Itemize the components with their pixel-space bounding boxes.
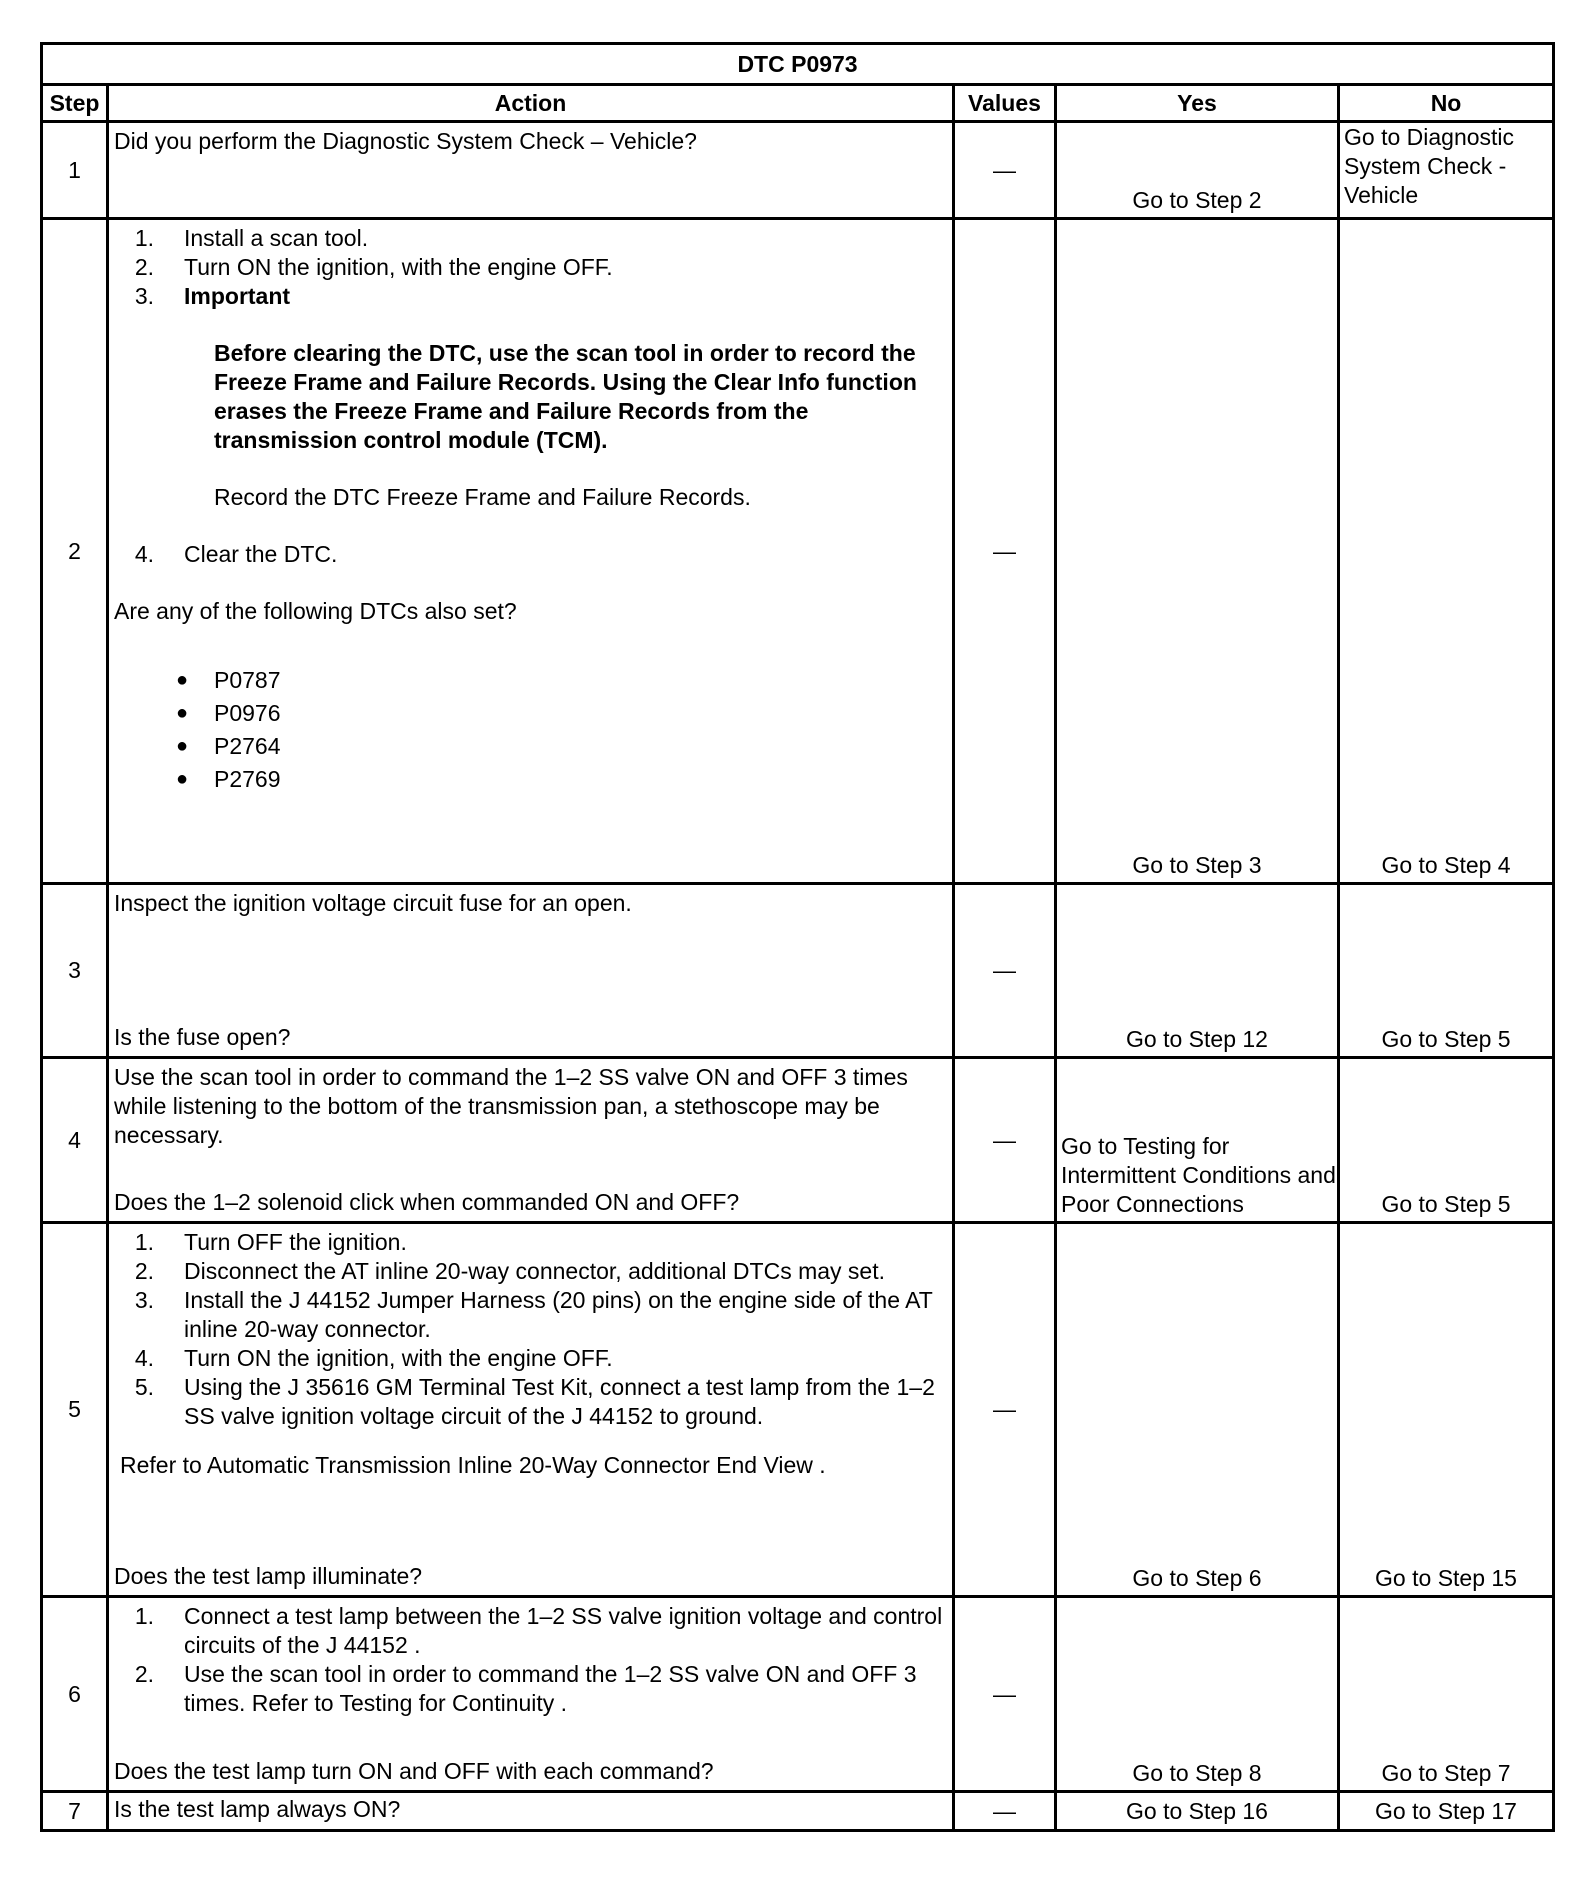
question-text: Does the test lamp turn ON and OFF with each command? [114, 1758, 714, 1784]
table-title: DTC P0973 [42, 44, 1554, 85]
question-text: Does the 1–2 solenoid click when commanded ON and OFF? [114, 1189, 740, 1215]
action-cell [108, 1792, 954, 1831]
list-item: 2. Turn ON the ignition, with the engine OFF. [134, 254, 613, 280]
yes-cell: Go to Step 12 [1056, 884, 1339, 1058]
list-item: ● P2764 [176, 733, 281, 759]
list-item: 1. Install a scan tool. [134, 225, 369, 251]
header-action: Action [108, 85, 954, 122]
no-cell: Go to Step 5 [1339, 1058, 1554, 1223]
header-step: Step [42, 85, 108, 122]
header-yes: Yes [1056, 85, 1339, 122]
table-row [42, 219, 1554, 884]
table-row [42, 884, 1554, 1058]
action-cell [108, 884, 954, 1058]
yes-cell: Go to Step 16 [1056, 1792, 1339, 1831]
list-item: ● P2769 [176, 766, 281, 792]
reference-text: Refer to Automatic Transmission Inline 20-Way Connector End View . [120, 1452, 826, 1478]
list-item: 3. Install the J 44152 Jumper Harness (20 pins) on the engine side of the AT inline 20-way connector. [134, 1287, 933, 1342]
step-number: 7 [42, 1792, 108, 1831]
yes-cell: Go to Step 3 [1056, 219, 1339, 884]
dtc-list [114, 664, 948, 796]
action-cell [108, 122, 954, 219]
yes-cell: Go to Step 8 [1056, 1597, 1339, 1792]
values-cell: — [954, 219, 1056, 884]
procedure-list [114, 1228, 948, 1431]
values-cell: — [954, 1223, 1056, 1597]
procedure-list [114, 224, 948, 311]
yes-cell: Go to Step 6 [1056, 1223, 1339, 1597]
yes-cell: Go to Step 2 [1056, 122, 1339, 219]
instruction-text: Inspect the ignition voltage circuit fuse for an open. [114, 890, 632, 916]
list-item: 4. Clear the DTC. [134, 541, 338, 567]
question-text: Did you perform the Diagnostic System Check – Vehicle? [114, 128, 697, 154]
values-cell: — [954, 1597, 1056, 1792]
step-number: 4 [42, 1058, 108, 1223]
table-row [42, 1223, 1554, 1597]
question-text: Is the fuse open? [114, 1024, 291, 1050]
action-cell [108, 1058, 954, 1223]
table-row [42, 1058, 1554, 1223]
list-item: 2. Use the scan tool in order to command the 1–2 SS valve ON and OFF 3 times. Refer to Testing for Continuity . [134, 1661, 917, 1716]
values-cell: — [954, 884, 1056, 1058]
action-cell [108, 1223, 954, 1597]
step-number: 1 [42, 122, 108, 219]
list-item: 2. Disconnect the AT inline 20-way connector, additional DTCs may set. [134, 1258, 885, 1284]
yes-cell: Go to Testing for Intermittent Conditions and Poor Connections [1056, 1058, 1339, 1223]
no-cell: Go to Step 4 [1339, 219, 1554, 884]
list-item: 4. Turn ON the ignition, with the engine OFF. [134, 1345, 613, 1371]
values-cell: — [954, 1792, 1056, 1831]
no-cell: Go to Step 15 [1339, 1223, 1554, 1597]
list-item: 3. Important [134, 283, 291, 309]
list-item: ● P0976 [176, 700, 281, 726]
step-number: 5 [42, 1223, 108, 1597]
list-item: 1. Connect a test lamp between the 1–2 SS valve ignition voltage and control circuits of the J 44152 . [134, 1603, 943, 1658]
procedure-list [114, 1602, 948, 1718]
list-item: 1. Turn OFF the ignition. [134, 1229, 407, 1255]
no-cell: Go to Step 17 [1339, 1792, 1554, 1831]
procedure-list [114, 540, 948, 569]
action-cell [108, 1597, 954, 1792]
table-row [42, 122, 1554, 219]
step-number: 2 [42, 219, 108, 884]
list-item: 5. Using the J 35616 GM Terminal Test Kit, connect a test lamp from the 1–2 SS valve ignition voltage circuit of the J 44152 to ground. [134, 1374, 935, 1429]
question-text: Is the test lamp always ON? [114, 1796, 401, 1822]
header-no: No [1339, 85, 1554, 122]
record-text: Record the DTC Freeze Frame and Failure Records. [214, 484, 751, 510]
values-cell: — [954, 1058, 1056, 1223]
no-cell: Go to Diagnostic System Check - Vehicle [1339, 122, 1554, 219]
question-text: Are any of the following DTCs also set? [114, 598, 517, 624]
table-row [42, 1597, 1554, 1792]
instruction-text: Use the scan tool in order to command the 1–2 SS valve ON and OFF 3 times while listening to the bottom of the transmission pan, a stethoscope may be necessary. [114, 1064, 908, 1148]
no-cell: Go to Step 5 [1339, 884, 1554, 1058]
values-cell: — [954, 122, 1056, 219]
action-cell [108, 219, 954, 884]
question-text: Does the test lamp illuminate? [114, 1563, 423, 1589]
table-row [42, 1792, 1554, 1831]
header-values: Values [954, 85, 1056, 122]
list-item: ● P0787 [176, 667, 281, 693]
no-cell: Go to Step 7 [1339, 1597, 1554, 1792]
step-number: 3 [42, 884, 108, 1058]
dtc-table [40, 42, 1555, 1832]
step-number: 6 [42, 1597, 108, 1792]
important-note: Before clearing the DTC, use the scan tool in order to record the Freeze Frame and Failure Records. Using the Clear Info function erases the Freeze Frame and Failure Records from the transmission control module (TCM). [214, 340, 917, 453]
